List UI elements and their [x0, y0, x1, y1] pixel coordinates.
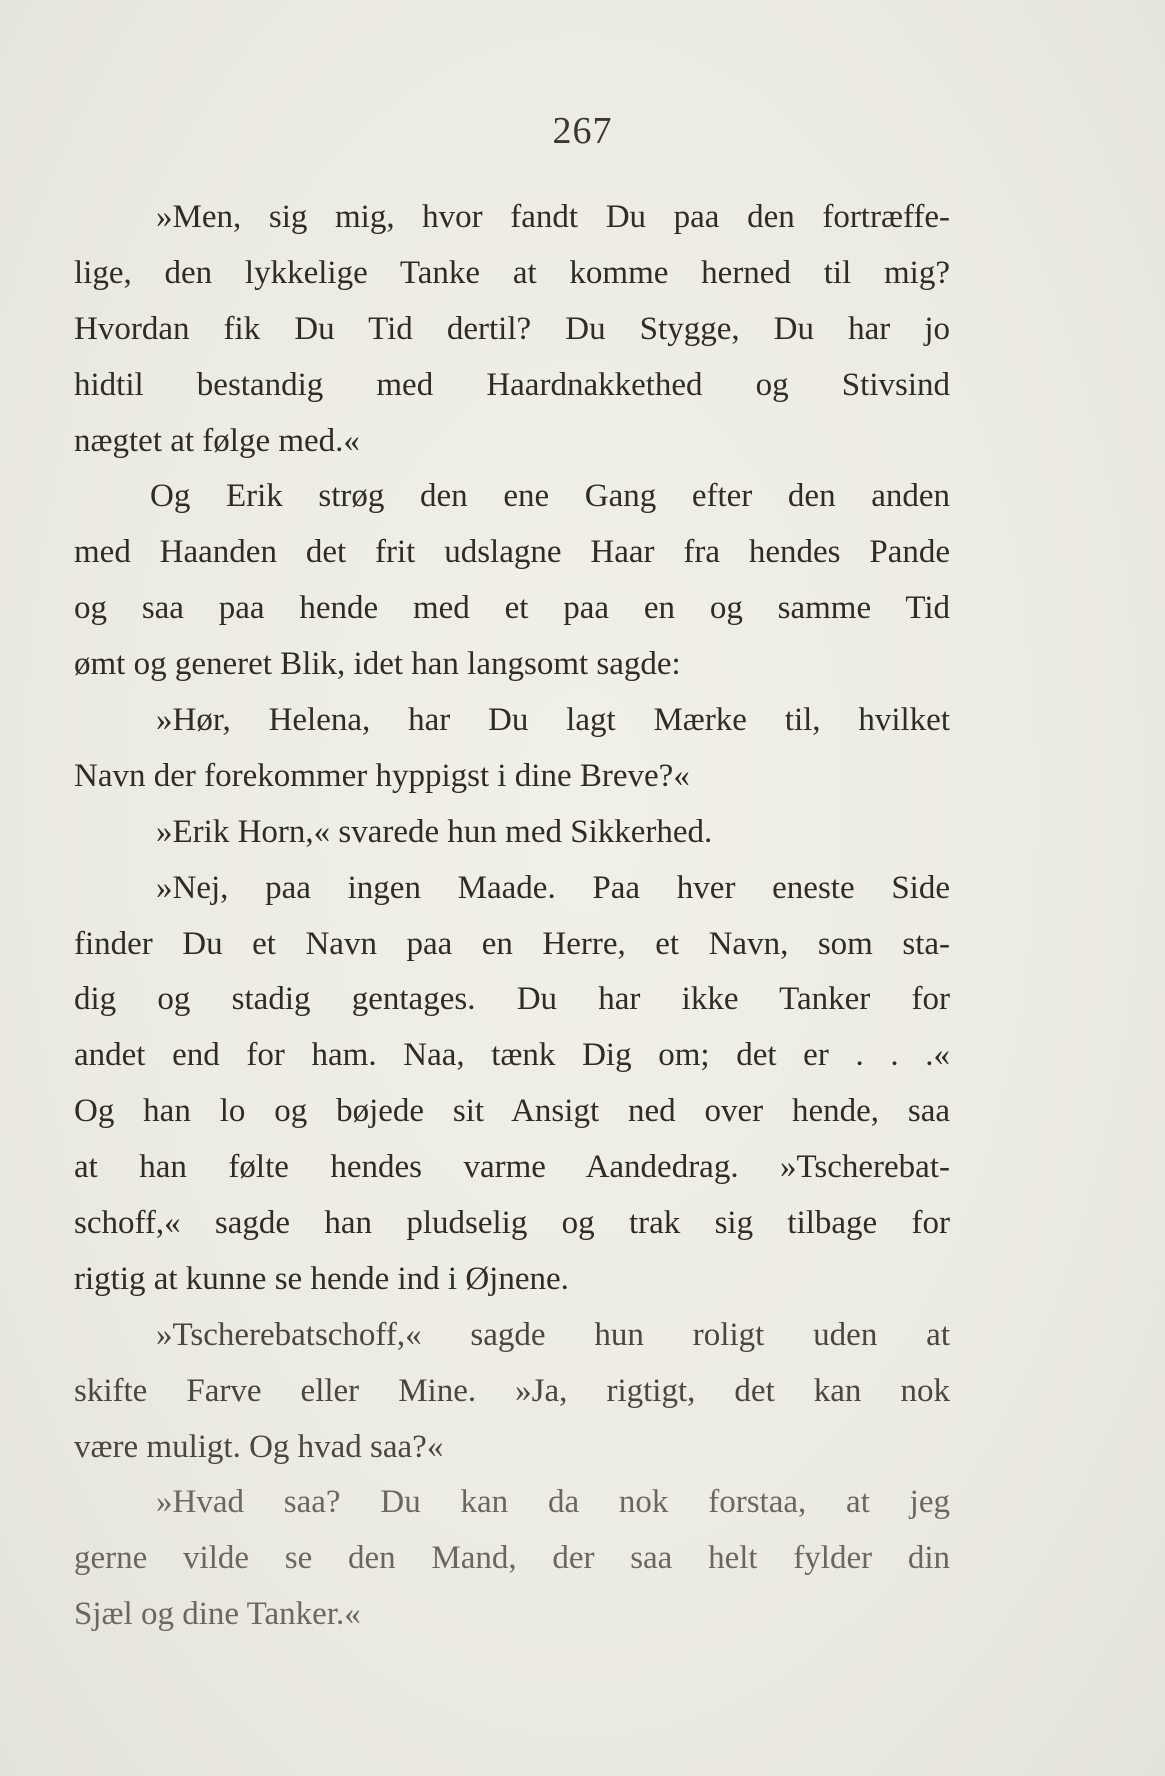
text-line: schoff,« sagde han pludselig og trak sig tilbage for — [74, 1205, 950, 1242]
text-line: dig og stadig gentages. Du har ikke Tanker for — [74, 981, 950, 1018]
text-line: finder Du et Navn paa en Herre, et Navn, som sta- — [74, 925, 950, 962]
text-line: være muligt. Og hvad saa?« — [74, 1428, 444, 1465]
text-line: gerne vilde se den Mand, der saa helt fylder din — [74, 1540, 950, 1577]
text-line: rigtig at kunne se hende ind i Øjnene. — [74, 1260, 569, 1297]
text-line: Hvordan fik Du Tid dertil? Du Stygge, Du har jo — [74, 310, 950, 347]
text-line: »Nej, paa ingen Maade. Paa hver eneste Side — [156, 869, 950, 906]
text-line: og saa paa hende med et paa en og samme Tid — [74, 590, 950, 627]
text-line: »Hvad saa? Du kan da nok forstaa, at jeg — [156, 1484, 950, 1521]
text-line: ømt og generet Blik, idet han langsomt sagde: — [74, 646, 681, 683]
text-line: Sjæl og dine Tanker.« — [74, 1596, 361, 1633]
text-line: skifte Farve eller Mine. »Ja, rigtigt, det kan nok — [74, 1372, 950, 1409]
text-line: lige, den lykkelige Tanke at komme herned til mig? — [74, 254, 950, 291]
text-line: Og han lo og bøjede sit Ansigt ned over hende, saa — [74, 1093, 950, 1130]
text-line: andet end for ham. Naa, tænk Dig om; det er . . .« — [74, 1037, 950, 1074]
page-number: 267 — [552, 110, 613, 152]
text-line: »Hør, Helena, har Du lagt Mærke til, hvilket — [156, 702, 950, 739]
text-line: »Men, sig mig, hvor fandt Du paa den fortræffe- — [156, 199, 950, 235]
text-line: »Erik Horn,« svarede hun med Sikkerhed. — [156, 813, 713, 850]
text-line: nægtet at følge med.« — [74, 422, 360, 459]
text-line: at han følte hendes varme Aandedrag. »Tscherebat- — [74, 1149, 950, 1186]
text-line: »Tscherebatschoff,« sagde hun roligt uden at — [156, 1316, 950, 1353]
text-line: Navn der forekommer hyppigst i dine Breve?« — [74, 757, 690, 794]
text-line: hidtil bestandig med Haardnakkethed og Stivsind — [74, 366, 950, 403]
text-line: Og Erik strøg den ene Gang efter den anden — [150, 478, 950, 515]
body-text — [74, 190, 950, 1643]
text-line: med Haanden det frit udslagne Haar fra hendes Pande — [74, 534, 950, 571]
